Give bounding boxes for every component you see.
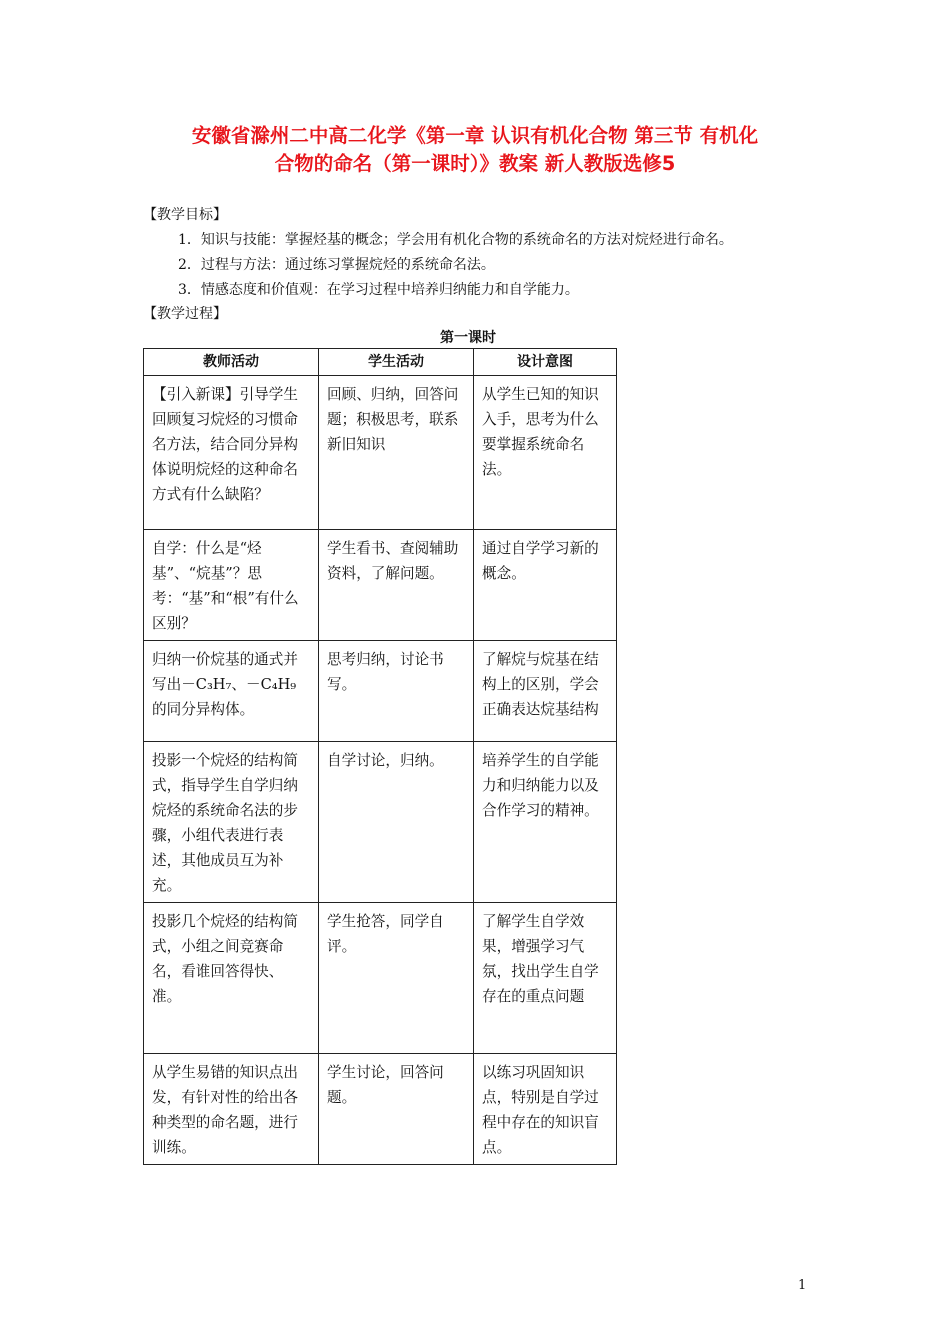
table-title: 第一课时 <box>440 330 496 346</box>
cell-text: 了解烷与烷基在结构上的区别，学会正确表达烷基结构 <box>482 651 599 718</box>
table-row <box>144 1054 617 1165</box>
table-row <box>144 903 617 1054</box>
title-line-2: 合物的命名（第一课时）》教案 新人教版选修5 <box>274 152 676 175</box>
cell-intent <box>474 376 617 530</box>
goal-item-2: 2．过程与方法：通过练习掌握烷烃的系统命名法。 <box>178 257 495 273</box>
cell-intent <box>474 641 617 742</box>
cell-text: 思考归纳，讨论书写。 <box>327 651 444 693</box>
cell-student <box>319 1054 474 1165</box>
header-intent: 设计意图 <box>474 349 617 376</box>
table-row <box>144 742 617 903</box>
cell-text: 从学生易错的知识点出发，有针对性的给出各种类型的命名题，进行训练。 <box>152 1064 298 1156</box>
table-header-row <box>144 349 617 376</box>
cell-teacher <box>144 742 319 903</box>
cell-student <box>319 641 474 742</box>
cell-text: 归纳一价烷基的通式并写出－C₃H₇、－C₄H₉的同分异构体。 <box>152 651 298 718</box>
cell-teacher <box>144 530 319 641</box>
cell-teacher <box>144 641 319 742</box>
cell-text: 【引入新课】引导学生回顾复习烷烃的习惯命名方法，结合同分异构体说明烷烃的这种命名方式有什么缺陷？ <box>152 386 298 503</box>
cell-teacher <box>144 903 319 1054</box>
table-row <box>144 376 617 530</box>
table-row <box>144 530 617 641</box>
cell-student <box>319 903 474 1054</box>
cell-text: 学生抢答，同学自评。 <box>327 913 444 955</box>
cell-text: 学生看书、查阅辅助资料，了解问题。 <box>327 540 459 582</box>
cell-student <box>319 530 474 641</box>
cell-text: 投影几个烷烃的结构简式，小组之间竞赛命名，看谁回答得快、准。 <box>152 913 298 1005</box>
lesson-table <box>143 348 617 1165</box>
cell-intent <box>474 530 617 641</box>
goal-item-3: 3．情感态度和价值观：在学习过程中培养归纳能力和自学能力。 <box>178 282 579 298</box>
title-line-1: 安徽省滁州二中高二化学《第一章 认识有机化合物 第三节 有机化 <box>191 124 759 147</box>
goal-item-1: 1．知识与技能：掌握烃基的概念；学会用有机化合物的系统命名的方法对烷烃进行命名。 <box>178 232 733 248</box>
cell-teacher <box>144 376 319 530</box>
cell-text: 从学生已知的知识入手，思考为什么要掌握系统命名法。 <box>482 386 599 478</box>
cell-student <box>319 742 474 903</box>
cell-text: 投影一个烷烃的结构简式，指导学生自学归纳烷烃的系统命名法的步骤，小组代表进行表述，其他成员互为补充。 <box>152 752 298 894</box>
cell-text: 回顾、归纳，回答问题；积极思考，联系新旧知识 <box>327 386 459 453</box>
header-student: 学生活动 <box>319 349 474 376</box>
cell-text: 培养学生的自学能力和归纳能力以及合作学习的精神。 <box>482 752 599 819</box>
header-teacher: 教师活动 <box>144 349 319 376</box>
cell-text: 自学：什么是“烃基”、“烷基”？思考：“基”和“根”有什么区别？ <box>152 540 299 632</box>
document-title <box>120 122 830 178</box>
goals-heading: 【教学目标】 <box>143 207 227 223</box>
cell-text: 通过自学学习新的概念。 <box>482 540 599 582</box>
cell-intent <box>474 742 617 903</box>
cell-text: 学生讨论，回答问题。 <box>327 1064 444 1106</box>
process-heading: 【教学过程】 <box>143 306 227 322</box>
cell-intent <box>474 1054 617 1165</box>
cell-intent <box>474 903 617 1054</box>
cell-text: 自学讨论，归纳。 <box>327 752 444 769</box>
cell-student <box>319 376 474 530</box>
cell-text: 了解学生自学效果，增强学习气氛，找出学生自学存在的重点问题 <box>482 913 599 1005</box>
cell-text: 以练习巩固知识点，特别是自学过程中存在的知识盲点。 <box>482 1064 599 1156</box>
page-number: 1 <box>798 1278 807 1293</box>
cell-teacher <box>144 1054 319 1165</box>
table-row <box>144 641 617 742</box>
